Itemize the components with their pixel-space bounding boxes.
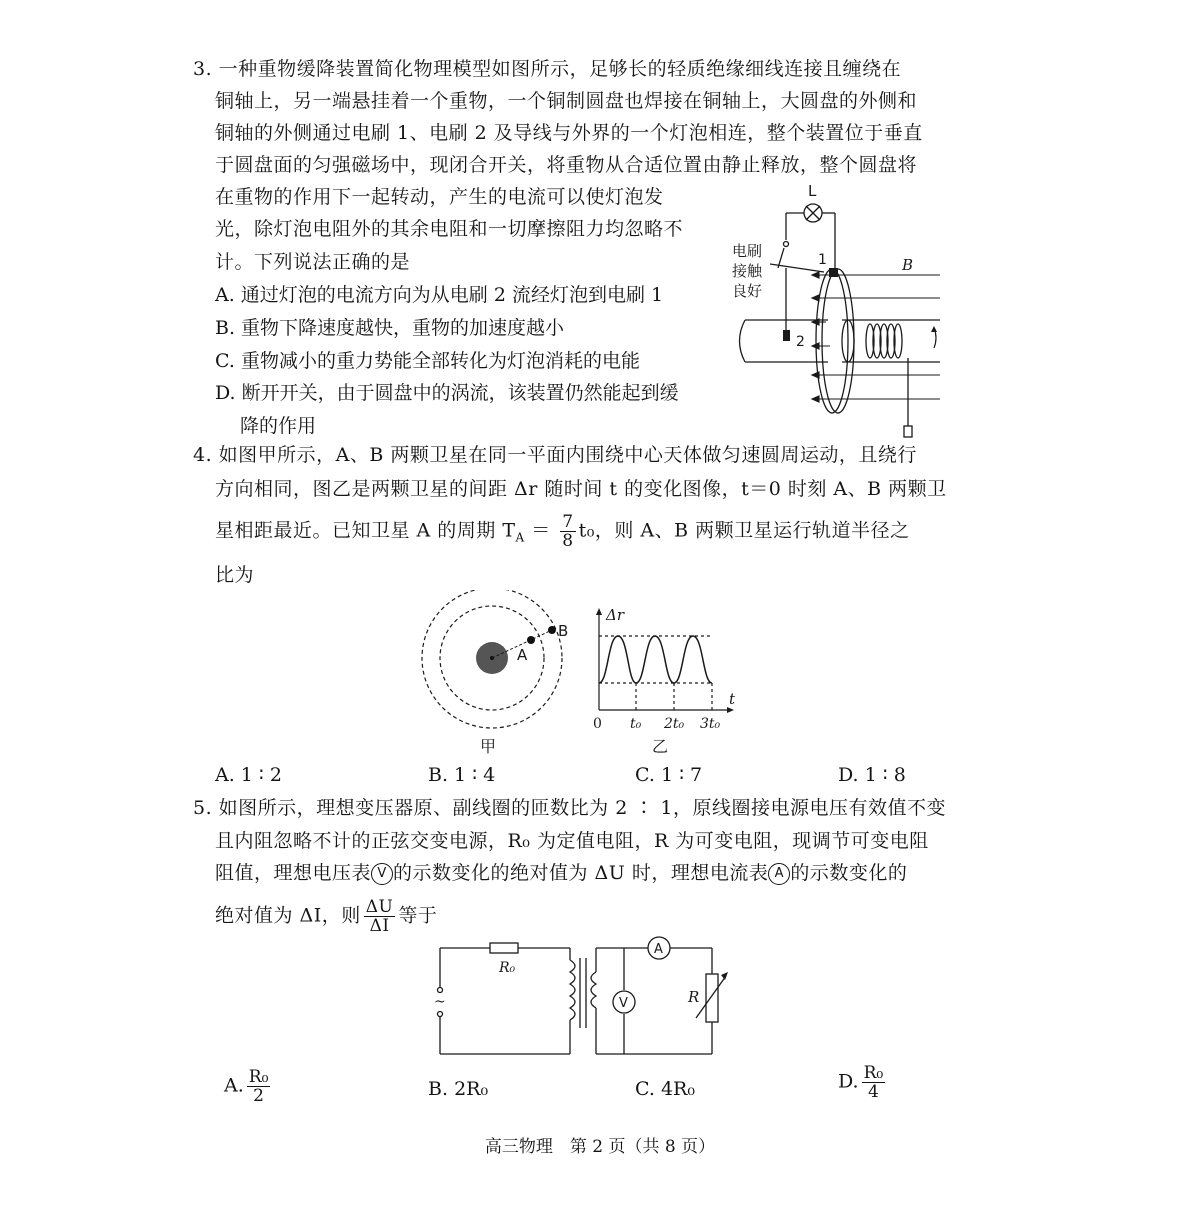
brush-note-line-3: 良好: [732, 282, 763, 300]
y-axis-label: Δr: [606, 606, 625, 624]
satellite-b-label: B: [558, 622, 569, 640]
voltmeter-label: V: [619, 996, 628, 1011]
q5-line-3-head: 阻值，理想电压表: [215, 862, 372, 884]
brush-note-line-2: 接触: [732, 262, 763, 280]
lamp-label: L: [808, 182, 817, 200]
brush-note-line-1: 电刷: [732, 242, 763, 260]
q5-option-d-den: 4: [868, 1082, 879, 1102]
q4-option-b: B. 1 ∶ 4: [428, 764, 496, 786]
brush-1: [829, 268, 838, 277]
q3-line-2: 铜轴上，另一端悬挂着一个重物，一个铜制圆盘也焊接在铜轴上，大圆盘的外侧和: [215, 90, 918, 112]
q3-option-d-continued: 降的作用: [240, 415, 317, 437]
q3-option-d: D. 断开开关，由于圆盘中的涡流，该装置仍然能起到缓: [215, 382, 679, 404]
figure-jia-caption: 甲: [480, 737, 497, 756]
q5-option-c-prefix: C.: [635, 1078, 655, 1100]
q5-option-a-prefix: A.: [224, 1074, 244, 1097]
q3-line-3: 铜轴的外侧通过电刷 1、电刷 2 及导线与外界的一个灯泡相连，整个装置位于垂直: [215, 122, 923, 144]
q5-du-di-fraction: [364, 898, 396, 935]
q4-line-3-tail: t₀，则 A、B 两颗卫星运行轨道半径之: [578, 519, 910, 542]
q5-option-d-fraction: [862, 1064, 886, 1101]
q5-option-b: [428, 1077, 488, 1101]
brush-1-label: 1: [818, 252, 827, 268]
tick-0: 0: [593, 716, 602, 732]
q5-line-3: [215, 861, 907, 885]
field-b-label: B: [902, 256, 914, 274]
satellite-a-label: A: [517, 646, 528, 664]
r-label: R: [688, 988, 700, 1006]
q5-option-b-prefix: B.: [428, 1078, 449, 1100]
brush-2: [783, 330, 790, 341]
r0-label: R₀: [499, 960, 516, 976]
tick-t0: t₀: [630, 716, 642, 732]
q3-line-4: 于圆盘面的匀强磁场中，现闭合开关，将重物从合适位置由静止释放，整个圆盘将: [215, 154, 918, 176]
q5-line-3-tail: 的示数变化的: [790, 862, 908, 884]
q5-option-a: [224, 1068, 273, 1105]
q4-option-a: A. 1 ∶ 2: [215, 764, 283, 786]
weight-block: [904, 426, 912, 437]
ac-source-symbol: ~: [434, 994, 446, 1010]
page-footer: 高三物理 第 2 页（共 8 页）: [484, 1137, 716, 1157]
q3-line-1: 3. 一种重物缓降装置简化物理模型如图所示，足够长的轻质绝缘细线连接且缠绕在: [193, 58, 902, 80]
q5-option-d-prefix: D.: [838, 1070, 859, 1093]
q5-line-1: 5. 如图所示，理想变压器原、副线圈的匝数比为 2 ∶ 1，原线圈接电源电压有效值不变: [193, 797, 946, 819]
satellite-a: [527, 636, 535, 644]
q4-fraction-numerator: 7: [562, 512, 574, 532]
q5-line-4: [215, 898, 437, 935]
q5-fraction-denominator: ΔI: [369, 916, 390, 936]
resistor-r0: [490, 943, 518, 953]
q5-line-4-tail: 等于: [398, 904, 438, 927]
q5-transformer-circuit-figure: [430, 932, 730, 1062]
q5-line-4-head: 绝对值为 ΔI，则: [215, 904, 361, 927]
q5-line-3-mid: 的示数变化的绝对值为 ΔU 时，理想电流表: [393, 862, 769, 884]
q4-distance-time-figure-yi: [588, 606, 748, 758]
brush-2-label: 2: [796, 334, 805, 350]
q5-option-a-den: 2: [253, 1086, 264, 1106]
satellite-b: [548, 626, 556, 634]
q4-period-subscript: A: [515, 530, 525, 545]
q3-option-c: C. 重物减小的重力势能全部转化为灯泡消耗的电能: [215, 350, 640, 372]
q5-option-d: [838, 1064, 888, 1101]
q4-equals: ＝: [524, 519, 558, 542]
q3-option-b: B. 重物下降速度越快，重物的加速度越小: [215, 317, 565, 339]
q3-line-6: 光，除灯泡电阻外的其余电阻和一切摩擦阻力均忽略不: [215, 218, 684, 240]
ammeter-label: A: [654, 942, 663, 957]
ammeter-symbol-icon: A: [768, 863, 790, 885]
q4-line-2: 方向相同，图乙是两颗卫星的间距 Δr 随时间 t 的变化图像，t＝0 时刻 A、B 两颗卫: [215, 478, 947, 500]
q5-option-d-num: R₀: [863, 1063, 884, 1083]
q4-line-3: [215, 513, 910, 550]
q4-option-c: C. 1 ∶ 7: [635, 764, 703, 786]
q5-option-b-text: 2R₀: [454, 1078, 489, 1100]
q4-line-1: 4. 如图甲所示，A、B 两颗卫星在同一平面内围绕中心天体做匀速圆周运动，且绕行: [193, 444, 917, 466]
q3-line-7: 计。下列说法正确的是: [215, 251, 411, 273]
variable-resistor-r: [706, 974, 718, 1022]
q4-option-d: D. 1 ∶ 8: [838, 764, 906, 786]
q5-option-c-text: 4R₀: [660, 1078, 695, 1100]
secondary-coil: [591, 972, 596, 1008]
q4-fraction-denominator: 8: [562, 531, 574, 551]
q4-orbit-figure-jia: [420, 590, 580, 760]
voltmeter-symbol-icon: V: [371, 863, 393, 885]
q5-option-c: [635, 1077, 695, 1101]
q3-line-5: 在重物的作用下一起转动，产生的电流可以使灯泡发: [215, 186, 664, 208]
q4-line-4: 比为: [215, 564, 255, 586]
q4-seven-eighths-fraction: [560, 513, 575, 550]
switch-contact-icon: [784, 242, 789, 247]
q5-fraction-numerator: ΔU: [365, 897, 394, 917]
delta-r-curve: [599, 636, 712, 683]
figure-yi-caption: 乙: [652, 737, 669, 756]
tick-3t0: 3t₀: [700, 716, 721, 732]
q3-disk-apparatus-figure: [720, 180, 950, 442]
q5-option-a-fraction: [247, 1068, 271, 1105]
magnetic-field-lines: [812, 272, 940, 402]
x-axis-label: t: [729, 690, 736, 708]
tick-2t0: 2t₀: [664, 716, 685, 732]
q5-option-a-num: R₀: [248, 1067, 269, 1087]
q3-option-a: A. 通过灯泡的电流方向为从电刷 2 流经灯泡到电刷 1: [215, 284, 664, 306]
primary-coil: [570, 960, 575, 1020]
q5-line-2: 且内阻忽略不计的正弦交变电源，R₀ 为定值电阻，R 为可变电阻，现调节可变电阻: [215, 830, 929, 852]
q4-line-3-text: 星相距最近。已知卫星 A 的周期 T: [215, 519, 516, 542]
